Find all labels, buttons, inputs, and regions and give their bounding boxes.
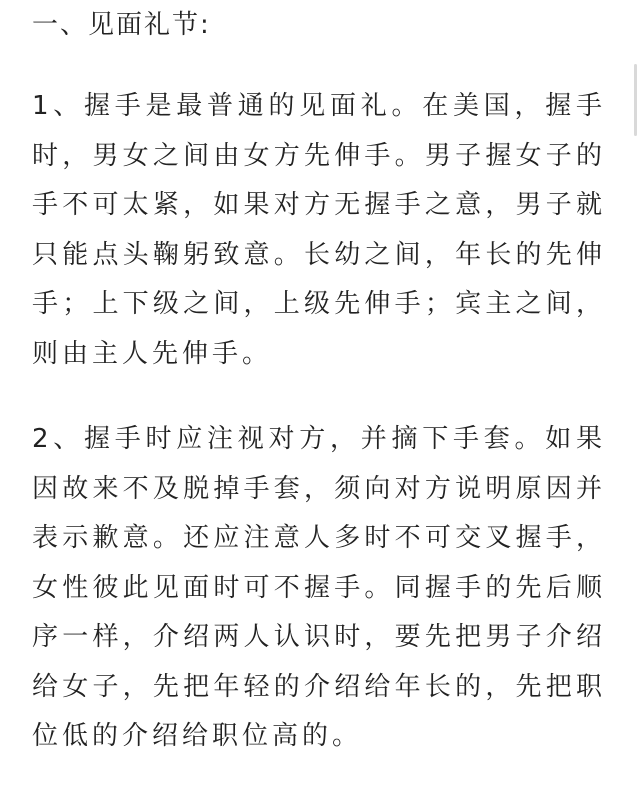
section-heading: 一、见面礼节: [32, 10, 211, 40]
paragraph-handshake-etiquette: 2、握手时应注视对方，并摘下手套。如果因故来不及脱掉手套，须向对方说明原因并表示歉意。还应注意人多时不可交叉握手，女性彼此见面时可不握手。同握手的先后顺序一样，介绍两人认识时，要先把男子介绍给女子，先把年轻的介绍给年长的，先把职位低的介绍给职位高的。 [32, 424, 606, 751]
scrollbar-thumb[interactable] [634, 64, 637, 136]
paragraph-handshake-order: 1、握手是最普通的见面礼。在美国，握手时，男女之间由女方先伸手。男子握女子的手不可太紧，如果对方无握手之意，男子就只能点头鞠躬致意。长幼之间，年长的先伸手；上下级之间，上级先伸手；宾主之间，则由主人先伸手。 [32, 91, 606, 369]
